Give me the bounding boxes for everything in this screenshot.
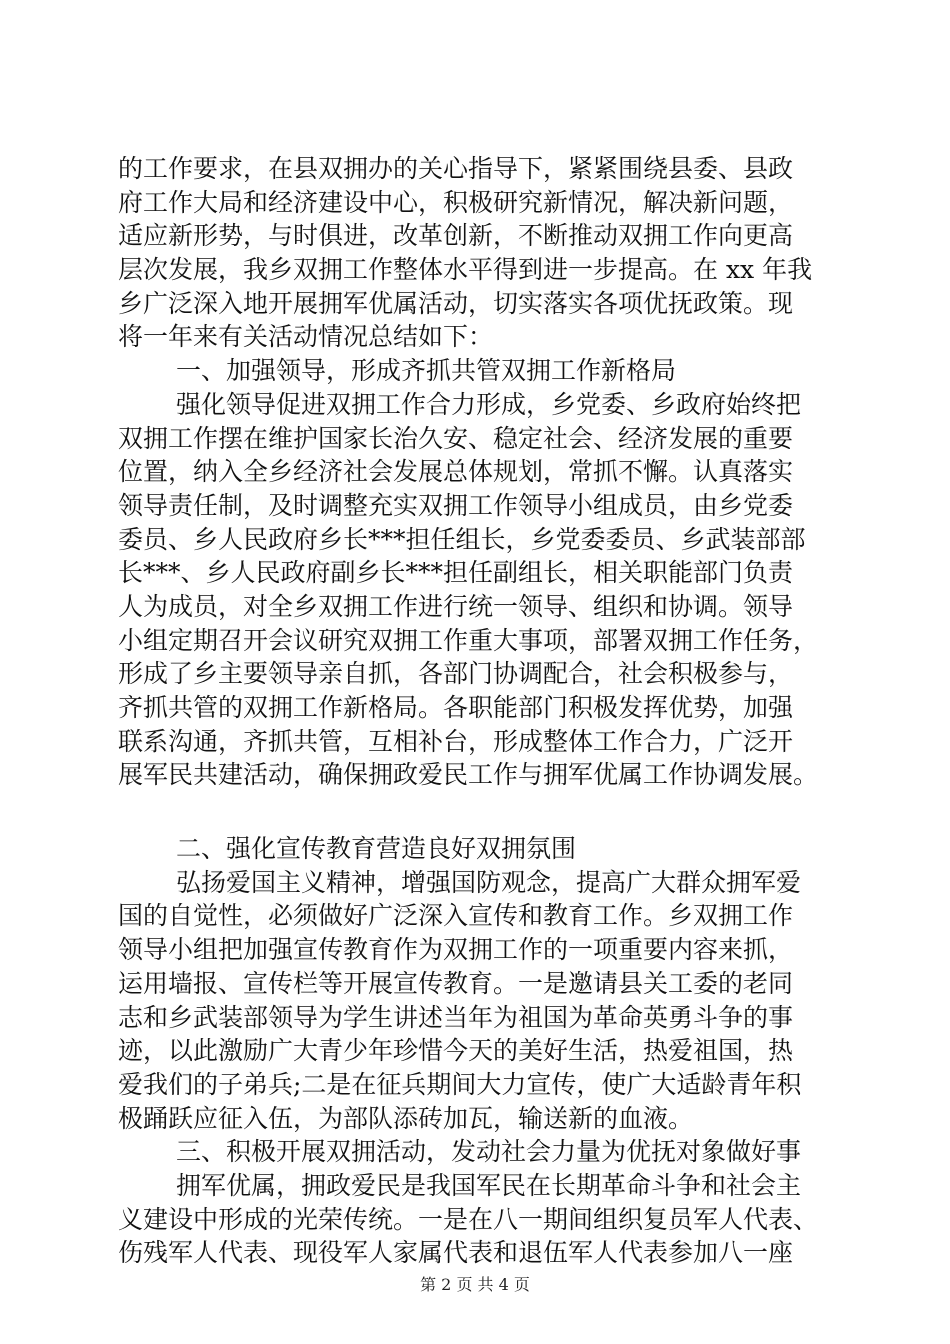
text-line: 双拥工作摆在维护国家长治久安、稳定社会、经济发展的重要 <box>118 423 794 453</box>
text-line: 运用墙报、宣传栏等开展宣传教育。一是邀请县关工委的老同 <box>118 968 794 998</box>
text-line: 齐抓共管的双拥工作新格局。各职能部门积极发挥优势，加强 <box>118 693 794 722</box>
text-line: 爱我们的子弟兵;二是在征兵期间大力宣传，使广大适龄青年积 <box>118 1069 802 1099</box>
text-line: 领导责任制，及时调整充实双拥工作领导小组成员，由乡党委 <box>118 490 794 520</box>
text-line: 义建设中形成的光荣传统。一是在八一期间组织复员军人代表、 <box>118 1204 819 1234</box>
text-line: 形成了乡主要领导亲自抓，各部门协调配合，社会积极参与， <box>118 659 794 689</box>
text-line: 位置，纳入全乡经济社会发展总体规划，常抓不懈。认真落实 <box>118 457 794 487</box>
text-line: 迹，以此激励广大青少年珍惜今天的美好生活，热爱祖国，热 <box>118 1036 794 1066</box>
text-line: 小组定期召开会议研究双拥工作重大事项，部署双拥工作任务， <box>118 625 819 655</box>
document-body <box>118 152 838 1270</box>
text-line: 弘扬爱国主义精神，增强国防观念，提高广大群众拥军爱 <box>176 867 802 897</box>
text-line: 府工作大局和经济建设中心，积极研究新情况，解决新问题， <box>118 187 794 217</box>
text-line: 展军民共建活动，确保拥政爱民工作与拥军优属工作协调发展。 <box>118 760 819 790</box>
text-line: 志和乡武装部领导为学生讲述当年为祖国为革命英勇斗争的事 <box>118 1002 794 1032</box>
text-line: 乡广泛深入地开展拥军优属活动，切实落实各项优抚政策。现 <box>118 288 794 318</box>
page-number-footer: 第 2 页 共 4 页 <box>420 1275 530 1294</box>
text-line: 适应新形势，与时俱进，改革创新，不断推动双拥工作向更高 <box>118 221 794 251</box>
text-line: 层次发展，我乡双拥工作整体水平得到进一步提高。在 xx 年我 <box>118 255 813 285</box>
text-line: 委员、乡人民政府乡长***担任组长，乡党委委员、乡武装部部 <box>118 524 806 554</box>
text-line: 将一年来有关活动情况总结如下： <box>118 322 494 352</box>
text-line: 领导小组把加强宣传教育作为双拥工作的一项重要内容来抓， <box>118 935 794 965</box>
section-heading-3: 三、积极开展双拥活动，发动社会力量为优抚对象做好事 <box>176 1137 802 1167</box>
text-line: 拥军优属，拥政爱民是我国军民在长期革命斗争和社会主 <box>176 1170 802 1200</box>
text-line: 人为成员，对全乡双拥工作进行统一领导、组织和协调。领导 <box>118 591 794 621</box>
section-heading-1: 一、加强领导，形成齐抓共管双拥工作新格局 <box>176 356 677 386</box>
paragraph-gap <box>118 792 838 832</box>
section-heading-2: 二、强化宣传教育营造良好双拥氛围 <box>176 834 577 864</box>
text-line: 的工作要求，在县双拥办的关心指导下，紧紧围绕县委、县政 <box>118 154 794 183</box>
text-line: 长***、乡人民政府副乡长***担任副组长，相关职能部门负责 <box>118 558 794 588</box>
text-line: 伤残军人代表、现役军人家属代表和退伍军人代表参加八一座 <box>118 1238 794 1268</box>
text-line: 强化领导促进双拥工作合力形成，乡党委、乡政府始终把 <box>176 389 802 419</box>
text-line: 极踊跃应征入伍，为部队添砖加瓦，输送新的血液。 <box>118 1103 694 1133</box>
text-line: 联系沟通，齐抓共管，互相补台，形成整体工作合力，广泛开 <box>118 726 794 756</box>
text-line: 国的自觉性，必须做好广泛深入宣传和教育工作。乡双拥工作 <box>118 901 794 931</box>
